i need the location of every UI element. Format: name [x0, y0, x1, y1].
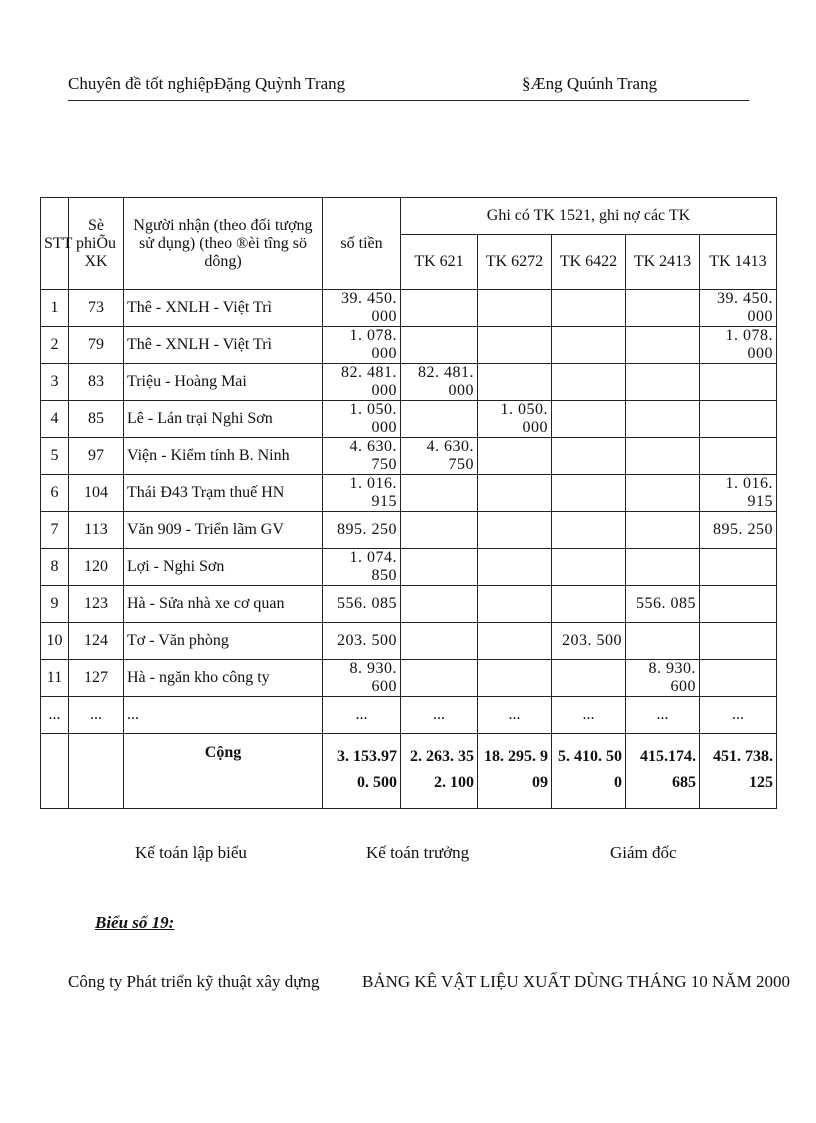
- cell-nguoi-nhan: Hà - Sửa nhà xe cơ quan: [124, 586, 323, 623]
- cell-nguoi-nhan: Thê - XNLH - Việt Trì: [124, 327, 323, 364]
- cell-so-phieu: 123: [69, 586, 124, 623]
- cell-so-tien: 4. 630. 750: [323, 438, 401, 475]
- cell-tk-1413: [700, 660, 777, 697]
- cell-tk-2413: [626, 475, 700, 512]
- bieu-so-label: Biểu số 19:: [95, 913, 175, 932]
- cell-tk-621: [401, 401, 478, 438]
- cell-so-phieu: 85: [69, 401, 124, 438]
- signature-giam-doc: Giám đốc: [610, 843, 677, 862]
- cell-so-tien: 1. 078. 000: [323, 327, 401, 364]
- cell-tk-2413: [626, 549, 700, 586]
- cell-tk-6422: [552, 327, 626, 364]
- cell-so-phieu: 113: [69, 512, 124, 549]
- total-tk-1413: 451. 738. 125: [700, 734, 777, 809]
- cell-tk-6422: [552, 401, 626, 438]
- total-tk-2413: 415.174. 685: [626, 734, 700, 809]
- cell-tk-621: [401, 660, 478, 697]
- cell-tk-1413: ...: [700, 697, 777, 734]
- cell-tk-621: 82. 481. 000: [401, 364, 478, 401]
- signature-ke-toan-lap-bieu: Kế toán lập biểu: [135, 843, 247, 862]
- cell-nguoi-nhan: Thê - XNLH - Việt Trì: [124, 290, 323, 327]
- table-row: [41, 290, 777, 327]
- cell-stt: 4: [41, 401, 69, 438]
- table-row: [41, 401, 777, 438]
- cell-tk-2413: [626, 512, 700, 549]
- header-stt: STT: [41, 198, 69, 290]
- table-row: [41, 586, 777, 623]
- table-row: [41, 364, 777, 401]
- cell-tk-2413: [626, 623, 700, 660]
- cell-nguoi-nhan: Văn 909 - Triển lãm GV: [124, 512, 323, 549]
- cell-so-phieu: ...: [69, 697, 124, 734]
- table-row: [41, 697, 777, 734]
- cell-stt: 5: [41, 438, 69, 475]
- cell-stt: ...: [41, 697, 69, 734]
- cell-tk-6272: [478, 438, 552, 475]
- cell-nguoi-nhan: Lợi - Nghi Sơn: [124, 549, 323, 586]
- table-row: [41, 512, 777, 549]
- table-row: [41, 623, 777, 660]
- cell-tk-2413: [626, 364, 700, 401]
- cell-tk-1413: [700, 549, 777, 586]
- signature-ke-toan-truong: Kế toán trưởng: [366, 843, 470, 862]
- cell-tk-1413: [700, 364, 777, 401]
- cell-tk-6272: [478, 586, 552, 623]
- table-row: [41, 549, 777, 586]
- cell-tk-2413: 556. 085: [626, 586, 700, 623]
- cell-stt: 1: [41, 290, 69, 327]
- cell-tk-1413: [700, 438, 777, 475]
- cell-tk-621: [401, 512, 478, 549]
- cell-tk-6272: 1. 050. 000: [478, 401, 552, 438]
- header-nguoi-nhan: Người nhận (theo đối tượng sử dụng) (theo ®èi tîng sö dông): [124, 198, 323, 290]
- cell-tk-621: [401, 549, 478, 586]
- total-tk-621: 2. 263. 352. 100: [401, 734, 478, 809]
- cell-nguoi-nhan: Lê - Lán trại Nghi Sơn: [124, 401, 323, 438]
- cell-tk-6422: [552, 549, 626, 586]
- cell-so-phieu: 127: [69, 660, 124, 697]
- cell-tk-6422: [552, 290, 626, 327]
- material-ledger-table: [40, 197, 777, 809]
- cell-stt: 2: [41, 327, 69, 364]
- cell-tk-6422: [552, 364, 626, 401]
- cell-so-tien: 82. 481. 000: [323, 364, 401, 401]
- cell-tk-6272: [478, 512, 552, 549]
- cell-tk-1413: 1. 078. 000: [700, 327, 777, 364]
- total-so-tien: 3. 153.970. 500: [323, 734, 401, 809]
- cell-so-tien: 39. 450. 000: [323, 290, 401, 327]
- cell-tk-621: [401, 623, 478, 660]
- header-so-phieu: Sè phiÕu XK: [69, 198, 124, 290]
- company-name: Công ty Phát triển kỹ thuật xây dựng: [68, 972, 320, 991]
- cell-tk-2413: 8. 930. 600: [626, 660, 700, 697]
- cell-so-phieu: 79: [69, 327, 124, 364]
- cell-tk-1413: 39. 450. 000: [700, 290, 777, 327]
- cell-tk-1413: 1. 016. 915: [700, 475, 777, 512]
- cell-tk-2413: [626, 438, 700, 475]
- cell-tk-621: [401, 586, 478, 623]
- header-so-tien: số tiền: [323, 198, 401, 290]
- cell-stt: 7: [41, 512, 69, 549]
- header-tk-1413: TK 1413: [700, 235, 777, 290]
- header-right-text: §Æng Quúnh Trang: [522, 74, 658, 93]
- cell-tk-6272: [478, 549, 552, 586]
- cell-so-tien: 895. 250: [323, 512, 401, 549]
- cell-tk-1413: 895. 250: [700, 512, 777, 549]
- cell-nguoi-nhan: Viện - Kiểm tính B. Ninh: [124, 438, 323, 475]
- header-tk-6422: TK 6422: [552, 235, 626, 290]
- cell-tk-1413: [700, 586, 777, 623]
- cell-tk-621: ...: [401, 697, 478, 734]
- cell-tk-6272: [478, 475, 552, 512]
- cell-tk-6272: [478, 327, 552, 364]
- cell-tk-2413: [626, 401, 700, 438]
- cell-so-phieu: 73: [69, 290, 124, 327]
- cell-tk-621: [401, 475, 478, 512]
- cell-so-tien: ...: [323, 697, 401, 734]
- cell-so-tien: 1. 074. 850: [323, 549, 401, 586]
- cell-so-phieu: 120: [69, 549, 124, 586]
- cell-nguoi-nhan: Thái Đ43 Trạm thuế HN: [124, 475, 323, 512]
- table-row: [41, 438, 777, 475]
- cell-tk-6422: [552, 438, 626, 475]
- cell-stt: 6: [41, 475, 69, 512]
- cell-tk-621: [401, 290, 478, 327]
- cell-so-phieu: 97: [69, 438, 124, 475]
- cell-tk-6272: [478, 623, 552, 660]
- cell-nguoi-nhan: ...: [124, 697, 323, 734]
- cell-nguoi-nhan: Tơ - Văn phòng: [124, 623, 323, 660]
- header-ghi-co: Ghi có TK 1521, ghi nợ các TK: [401, 198, 777, 235]
- cell-tk-6422: 203. 500: [552, 623, 626, 660]
- cell-stt: 8: [41, 549, 69, 586]
- document-title: BẢNG KÊ VẬT LIỆU XUẤT DÙNG THÁNG 10 NĂM 2000: [362, 972, 790, 991]
- cell-so-phieu: 83: [69, 364, 124, 401]
- cell-so-tien: 203. 500: [323, 623, 401, 660]
- cell-tk-6272: ...: [478, 697, 552, 734]
- cell-tk-2413: [626, 290, 700, 327]
- header-tk-621: TK 621: [401, 235, 478, 290]
- cell-so-tien: 1. 050. 000: [323, 401, 401, 438]
- cell-so-tien: 1. 016. 915: [323, 475, 401, 512]
- table-row: [41, 475, 777, 512]
- cell-tk-6272: [478, 364, 552, 401]
- cell-tk-6422: [552, 660, 626, 697]
- cell-tk-621: [401, 327, 478, 364]
- table-row: [41, 660, 777, 697]
- cell-tk-2413: ...: [626, 697, 700, 734]
- cell-stt: 9: [41, 586, 69, 623]
- cell-so-phieu: 124: [69, 623, 124, 660]
- header-tk-6272: TK 6272: [478, 235, 552, 290]
- cell-tk-6272: [478, 660, 552, 697]
- cell-tk-6422: [552, 586, 626, 623]
- total-tk-6422: 5. 410. 500: [552, 734, 626, 809]
- cell-so-tien: 556. 085: [323, 586, 401, 623]
- cell-stt: 3: [41, 364, 69, 401]
- total-label: Cộng: [124, 734, 323, 809]
- header-tk-2413: TK 2413: [626, 235, 700, 290]
- cell-tk-6272: [478, 290, 552, 327]
- cell-stt: 11: [41, 660, 69, 697]
- cell-nguoi-nhan: Hà - ngăn kho công ty: [124, 660, 323, 697]
- header-left-text: Chuyên đề tốt nghiệpĐặng Quỳnh Trang: [68, 74, 346, 93]
- total-row: [41, 734, 777, 809]
- total-tk-6272: 18. 295. 909: [478, 734, 552, 809]
- cell-tk-2413: [626, 327, 700, 364]
- cell-tk-6422: [552, 475, 626, 512]
- cell-tk-1413: [700, 401, 777, 438]
- cell-tk-1413: [700, 623, 777, 660]
- cell-so-phieu: 104: [69, 475, 124, 512]
- cell-stt: 10: [41, 623, 69, 660]
- cell-nguoi-nhan: Triệu - Hoàng Mai: [124, 364, 323, 401]
- cell-tk-6422: [552, 512, 626, 549]
- cell-tk-6422: ...: [552, 697, 626, 734]
- page-header: [68, 72, 749, 101]
- cell-so-tien: 8. 930. 600: [323, 660, 401, 697]
- table-row: [41, 327, 777, 364]
- cell-tk-621: 4. 630. 750: [401, 438, 478, 475]
